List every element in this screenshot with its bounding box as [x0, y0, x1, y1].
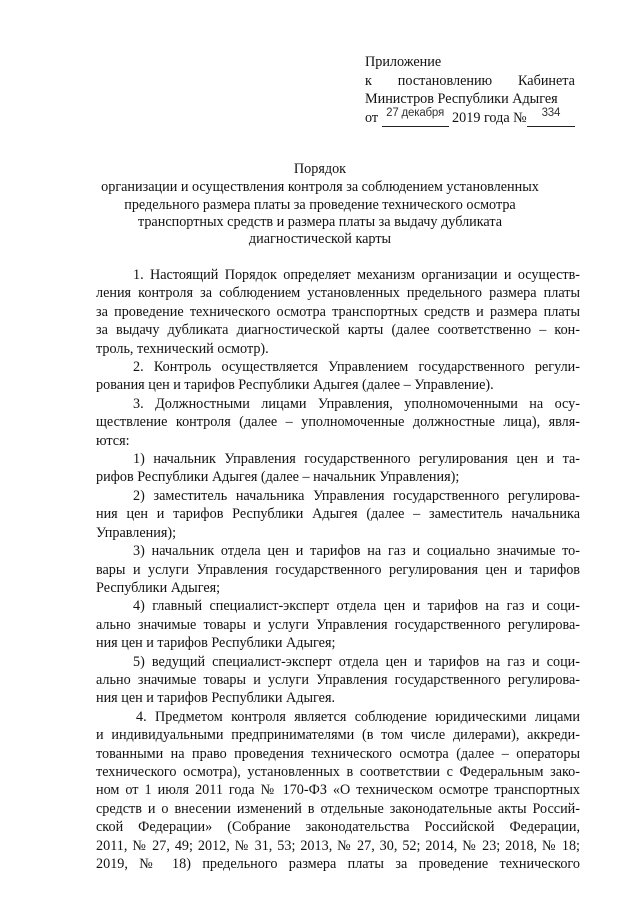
- body-text-line: ально значимые товары и услуги Управления государственного регулирова-: [96, 616, 580, 633]
- body-text-line: 1) начальник Управления государственного регулирования цен и та-: [133, 451, 580, 468]
- body-text-line: технического осмотра), установленных в соответствии с Федеральным зако-: [96, 763, 580, 780]
- appendix-title: Приложение: [365, 54, 442, 70]
- appendix-resolution-line: [365, 72, 575, 91]
- body-text-line: ются:: [96, 432, 130, 449]
- body-text-line: средств и о внесении изменений в отдельные законодательные акты Россий-: [96, 800, 580, 817]
- body-text-line: тованными на право проведения технического осмотра (далее – операторы: [96, 745, 580, 762]
- body-text-line: ществление контроля (далее – уполномоченные должностные лица), явля-: [96, 414, 580, 431]
- body-text-line: и индивидуальными предпринимателями (в том числе дилерами), аккреди-: [96, 727, 580, 744]
- body-text-line: троль, технический осмотр).: [96, 340, 269, 357]
- body-text-line: Республики Адыгея;: [96, 579, 221, 596]
- body-text-line: ления контроля за соблюдением установленных предельного размера платы: [96, 285, 580, 302]
- document-title: [70, 161, 570, 248]
- body-text-line: 2) заместитель начальника Управления государственного регулирова-: [133, 487, 580, 504]
- document-body: [96, 266, 580, 873]
- body-text-line: 4) главный специалист-эксперт отдела цен и тарифов на газ и соци-: [133, 598, 580, 615]
- title-line: организации и осуществления контроля за соблюдением установленных: [101, 179, 539, 196]
- body-text-line: 2011, № 27, 49; 2012, № 31, 53; 2013, № 27, 30, 52; 2014, № 23; 2018, № 18;: [96, 837, 580, 854]
- appendix-word: постановлению: [397, 72, 493, 89]
- body-text-line: за проведение технического осмотра транспортных средств и размера платы: [96, 303, 580, 320]
- body-text-line: вары и услуги Управления государственного регулирования цен и тарифов: [96, 561, 580, 578]
- appendix-issuer: Министров Республики Адыгея: [365, 91, 558, 107]
- body-text-line: ном от 1 июля 2011 года № 170-ФЗ «О техническом осмотре транспортных: [96, 782, 580, 799]
- body-text-line: 3) начальник отдела цен и тарифов на газ и социально значимые то-: [133, 543, 580, 560]
- appendix-prefix: от: [365, 109, 379, 126]
- handwritten-number: 334: [541, 107, 561, 119]
- body-text-line: 1. Настоящий Порядок определяет механизм организации и осуществ-: [133, 267, 580, 283]
- body-text-line: 4. Предметом контроля является соблюдение юридическими лицами: [136, 708, 580, 725]
- appendix-year: 2019 года №: [452, 109, 527, 126]
- body-text-line: ния цен и тарифов Республики Адыгея (далее – заместитель начальника: [96, 506, 580, 523]
- body-text-line: 3. Должностными лицами Управления, уполномоченными на осу-: [133, 395, 580, 412]
- body-text-line: рования цен и тарифов Республики Адыгея (далее – Управление).: [96, 377, 494, 394]
- body-text-line: ния цен и тарифов Республики Адыгея;: [96, 635, 336, 652]
- body-text-line: 2. Контроль осуществляется Управлением государственного регули-: [133, 359, 580, 376]
- title-heading: Порядок: [293, 161, 347, 177]
- handwritten-date: 27 декабря: [386, 107, 444, 119]
- title-line: предельного размера платы за проведение технического осмотра: [124, 196, 516, 213]
- number-blank: [527, 107, 575, 127]
- body-text-line: 2019, № 18) предельного размера платы за проведение технического: [96, 856, 580, 872]
- appendix-word: к: [365, 72, 372, 89]
- appendix-block: [365, 53, 575, 127]
- body-text-line: ально значимые товары и услуги Управления государственного регулирова-: [96, 671, 580, 688]
- body-text-line: ния цен и тарифов Республики Адыгея.: [96, 690, 336, 707]
- body-text-line: ской Федерации» (Собрание законодательства Российской Федерации,: [96, 819, 580, 836]
- date-blank: [382, 107, 449, 127]
- body-text-line: Управления);: [96, 524, 177, 541]
- body-text-line: 5) ведущий специалист-эксперт отдела цен и тарифов на газ и соци-: [133, 653, 580, 670]
- body-text-line: за выдачу дубликата диагностической карты (далее соответственно – кон-: [96, 322, 580, 339]
- title-line: диагностической карты: [248, 231, 392, 248]
- title-line: транспортных средств и размера платы за выдачу дубликата: [137, 213, 503, 230]
- appendix-date-line: [365, 109, 575, 128]
- body-text-line: рифов Республики Адыгея (далее – начальник Управления);: [96, 469, 460, 486]
- appendix-word: Кабинета: [518, 72, 575, 89]
